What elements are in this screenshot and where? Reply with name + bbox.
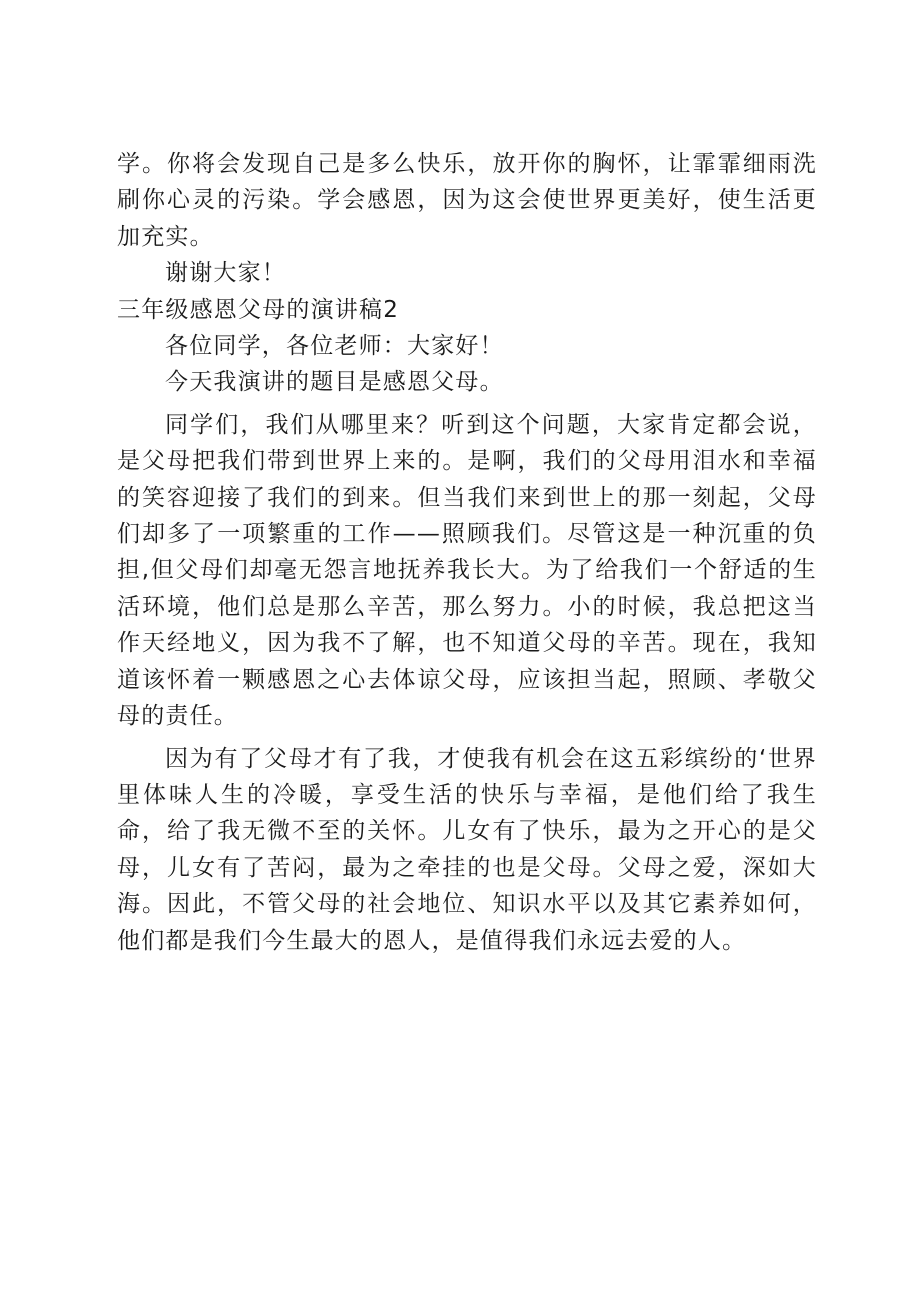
section-heading: 三年级感恩父母的演讲稿2 bbox=[117, 296, 400, 323]
paragraph-body-1: 同学们，我们从哪里来？听到这个问题，大家肯定都会说，是父母把我们带到世界上来的。是啊，我们的父母用泪水和幸福的笑容迎接了我们的到来。但当我们来到世上的那一刻起，父母们却多了一项繁重的工作——照顾我们。尽管这是一种沉重的负担,但父母们却毫无怨言地抚养我长大。为了给我们一个舒适的生活环境，他们总是那么辛苦，那么努力。小的时候，我总把这当作天经地义，因为我不了解，也不知道父母的辛苦。现在，我知道该怀着一颗感恩之心去体谅父母，应该担当起，照顾、孝敬父母的责任。 bbox=[117, 411, 817, 730]
paragraph-body-2: 因为有了父母才有了我，才使我有机会在这五彩缤纷的‘世界里体味人生的冷暖，享受生活的快乐与幸福，是他们给了我生命，给了我无微不至的关怀。儿女有了快乐，最为之开心的是父母，儿女有了苦闷，最为之牵挂的也是父母。父母之爱，深如大海。因此，不管父母的社会地位、知识水平以及其它素养如何，他们都是我们今生最大的恩人，是值得我们永远去爱的人。 bbox=[117, 745, 817, 954]
paragraph-continued: 学。你将会发现自己是多么快乐，放开你的胸怀，让霏霏细雨洗刷你心灵的污染。学会感恩，因为这会使世界更美好，使生活更加充实。 bbox=[117, 151, 817, 250]
paragraph-thanks: 谢谢大家！ bbox=[165, 260, 286, 287]
document-body bbox=[117, 146, 817, 959]
paragraph-greeting: 各位同学，各位老师：大家好！ bbox=[165, 333, 504, 360]
paragraph-topic: 今天我演讲的题目是感恩父母。 bbox=[165, 369, 504, 396]
